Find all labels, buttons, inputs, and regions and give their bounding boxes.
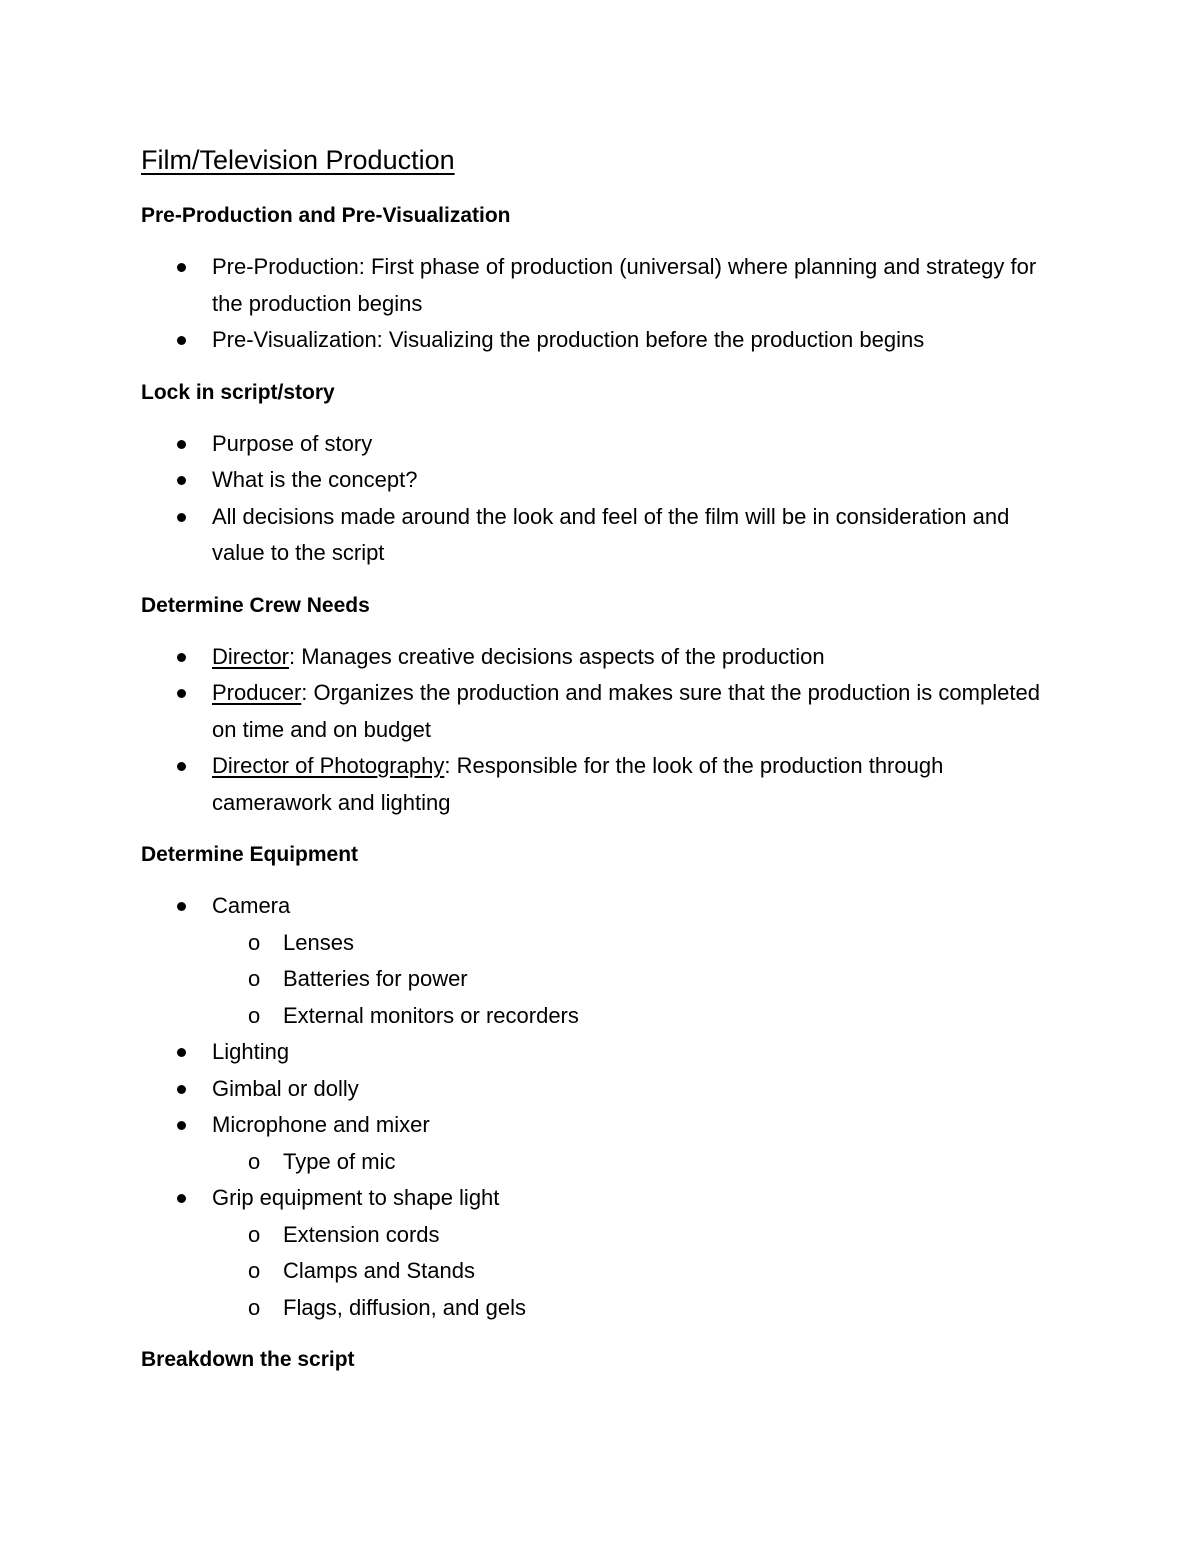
section-breakdown-script [141, 1344, 1061, 1376]
sub-item-text: Clamps and Stands [283, 1258, 475, 1283]
list-item [141, 462, 1061, 499]
list-item [141, 748, 1061, 821]
bullet-icon [177, 440, 186, 449]
item-text: Camera [212, 893, 291, 918]
section-heading: Determine Crew Needs [141, 593, 370, 617]
sub-list-item [212, 925, 1061, 962]
circle-bullet-icon: o [248, 966, 261, 991]
bullet-icon [177, 1085, 186, 1094]
sub-list [212, 1217, 1061, 1327]
list-item [141, 1107, 1061, 1180]
section-pre-production [141, 200, 1061, 359]
sub-list [212, 1144, 1061, 1181]
sub-item-text: Extension cords [283, 1221, 440, 1247]
item-text: Grip equipment to shape light [212, 1185, 500, 1210]
circle-bullet-icon: o [248, 1294, 261, 1320]
section-crew-needs [141, 590, 1061, 822]
item-text: Gimbal or dolly [212, 1075, 359, 1101]
bullet-list [141, 888, 1061, 1326]
circle-bullet-icon: o [248, 1258, 261, 1283]
item-text: Microphone and mixer [212, 1112, 430, 1137]
bullet-icon [177, 762, 186, 771]
bullet-icon [177, 1048, 186, 1057]
sub-list-item [212, 1290, 1061, 1327]
list-item [141, 1180, 1061, 1326]
page-title: Film/Television Production [141, 145, 455, 175]
bullet-icon [177, 1194, 186, 1203]
list-item [141, 1034, 1061, 1071]
sub-list-item [212, 1217, 1061, 1254]
list-item [141, 426, 1061, 463]
list-item [141, 322, 1061, 359]
sub-list [212, 925, 1061, 1035]
sub-item-text: Flags, diffusion, and gels [283, 1294, 526, 1320]
sub-list-item [212, 1253, 1061, 1290]
section-heading: Lock in script/story [141, 380, 335, 404]
bullet-icon [177, 513, 186, 522]
circle-bullet-icon: o [248, 1002, 261, 1028]
bullet-list [141, 639, 1061, 822]
bullet-icon [177, 263, 186, 272]
item-term: Director [212, 643, 290, 669]
document-page [141, 140, 1061, 1394]
circle-bullet-icon: o [248, 929, 261, 955]
list-item [141, 675, 1061, 748]
circle-bullet-icon: o [248, 1148, 261, 1174]
section-lock-script [141, 377, 1061, 572]
bullet-icon [177, 1121, 186, 1130]
sub-item-text: External monitors or recorders [283, 1002, 579, 1028]
bullet-icon [177, 476, 186, 485]
section-heading: Determine Equipment [141, 843, 359, 866]
circle-bullet-icon: o [248, 1221, 261, 1247]
list-item [141, 639, 1061, 676]
section-equipment [141, 839, 1061, 1326]
item-text: Purpose of story [212, 430, 373, 456]
sub-list-item [212, 961, 1061, 998]
list-item [141, 249, 1061, 322]
item-text: : Organizes the production and makes sure that the production is completed on time and on budget [212, 680, 1040, 742]
item-text: What is the concept? [212, 467, 418, 492]
item-text: Pre-Visualization: Visualizing the production before the production begins [212, 327, 925, 352]
item-text: : Manages creative decisions aspects of the production [289, 643, 825, 669]
item-text: All decisions made around the look and feel of the film will be in consideration and value to the script [212, 503, 1010, 565]
sub-item-text: Batteries for power [283, 966, 468, 991]
bullet-icon [177, 902, 186, 911]
section-heading: Pre-Production and Pre-Visualization [141, 204, 511, 227]
item-term: Director of Photography [212, 753, 445, 778]
item-text: Pre-Production: First phase of production (universal) where planning and strategy for the production begins [212, 254, 1037, 316]
bullet-list [141, 249, 1061, 359]
bullet-icon [177, 653, 186, 662]
sub-item-text: Type of mic [283, 1148, 396, 1174]
list-item [141, 1071, 1061, 1108]
item-text: Lighting [212, 1039, 290, 1064]
bullet-list [141, 426, 1061, 572]
item-text: : Responsible for the look of the production through camerawork and lighting [212, 753, 944, 815]
list-item [141, 888, 1061, 1034]
section-heading: Breakdown the script [141, 1348, 355, 1371]
item-term: Producer [212, 680, 302, 705]
list-item [141, 499, 1061, 572]
sub-list-item [212, 1144, 1061, 1181]
sub-list-item [212, 998, 1061, 1035]
bullet-icon [177, 336, 186, 345]
sub-item-text: Lenses [283, 929, 354, 955]
bullet-icon [177, 689, 186, 698]
